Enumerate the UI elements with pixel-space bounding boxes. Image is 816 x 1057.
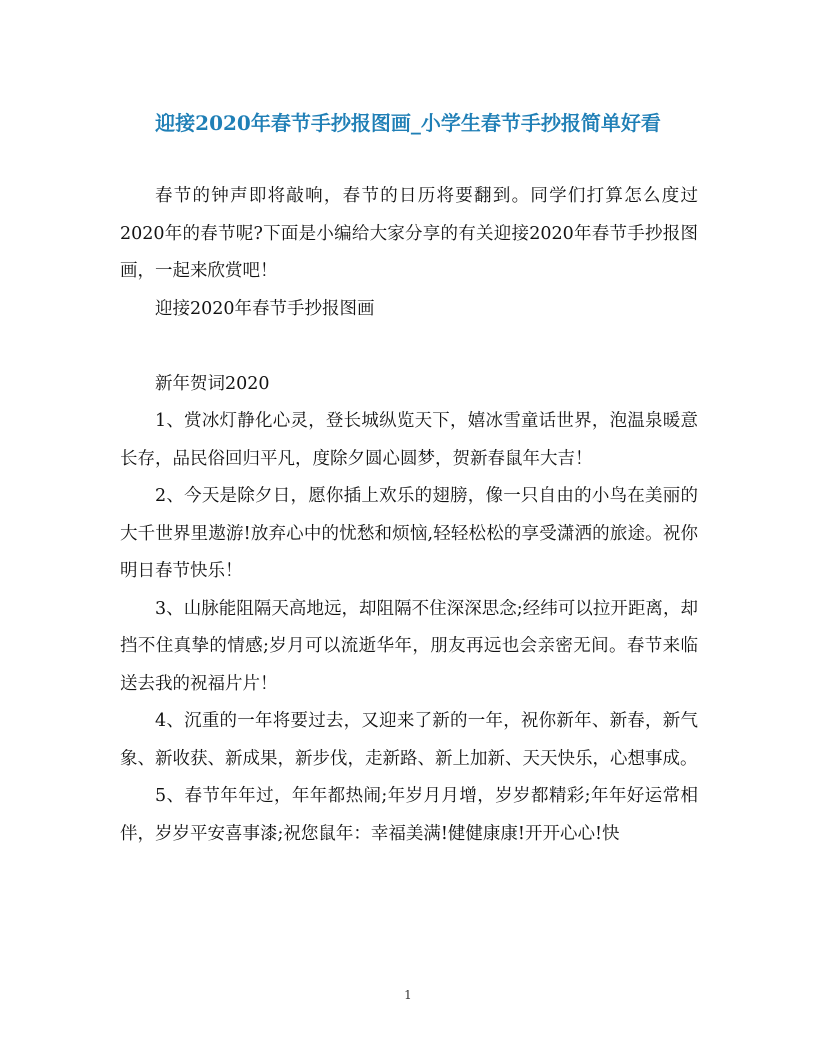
document-title: 迎接2020年春节手抄报图画_小学生春节手抄报简单好看 — [155, 111, 661, 135]
document-body — [120, 178, 698, 853]
greeting-item-5: 5、春节年年过，年年都热闹;年岁月月增，岁岁都精彩;年年好运常相伴，岁岁平安喜事漆;祝您鼠年：幸福美满!健健康康!开开心心!快 — [120, 786, 698, 844]
greeting-item-4: 4、沉重的一年将要过去，又迎来了新的一年，祝你新年、新春，新气象、新收获、新成果，新步伐，走新路、新上加新、天天快乐，心想事成。 — [120, 711, 698, 769]
greeting-item-1: 1、赏冰灯静化心灵，登长城纵览天下，嬉冰雪童话世界，泡温泉暖意长存，品民俗回归平凡，度除夕圆心圆梦，贺新春鼠年大吉！ — [120, 411, 698, 469]
greeting-item-2: 2、今天是除夕日，愿你插上欢乐的翅膀，像一只自由的小鸟在美丽的大千世界里遨游!放弃心中的忧愁和烦恼,轻轻松松的享受潇洒的旅途。祝你明日春节快乐！ — [120, 486, 698, 581]
blank-line — [120, 328, 698, 366]
intro-paragraph: 春节的钟声即将敲响，春节的日历将要翻到。同学们打算怎么度过2020年的春节呢?下面是小编给大家分享的有关迎接2020年春节手抄报图画，一起来欣赏吧！ — [120, 186, 698, 281]
greetings-heading: 新年贺词2020 — [155, 373, 270, 394]
page-number: 1 — [404, 988, 412, 1002]
greeting-item-3: 3、山脉能阻隔天高地远，却阻隔不住深深思念;经纬可以拉开距离，却挡不住真挚的情感;岁月可以流逝华年，朋友再远也会亲密无间。春节来临送去我的祝福片片！ — [120, 598, 698, 694]
section-heading: 迎接2020年春节手抄报图画 — [155, 298, 375, 319]
